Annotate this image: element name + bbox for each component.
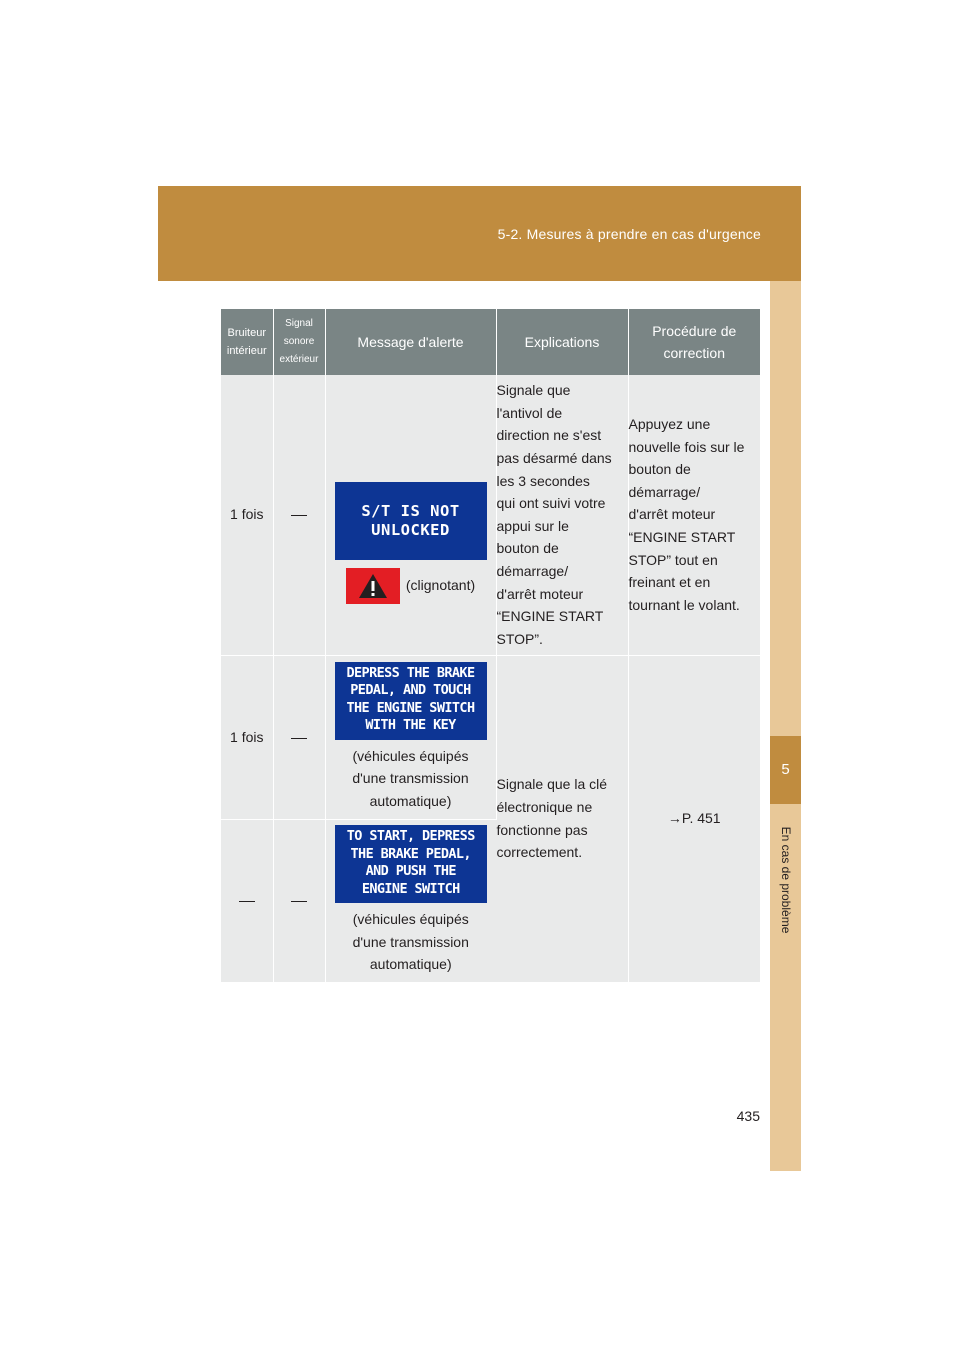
header-interior-line2: intérieur bbox=[226, 345, 267, 357]
explanation-line: pas désarmé dans bbox=[496, 449, 612, 466]
header-explanation: Explications bbox=[496, 309, 628, 375]
dash-mark bbox=[291, 738, 307, 739]
shared-explanation-cell bbox=[496, 655, 628, 982]
procedure-line: tournant le volant. bbox=[628, 596, 740, 613]
dash-mark bbox=[291, 515, 307, 516]
lcd-line: DEPRESS THE BRAKE bbox=[346, 664, 475, 681]
message-cell bbox=[325, 819, 496, 982]
table-row bbox=[221, 375, 760, 655]
interior-count: 1 fois bbox=[221, 655, 273, 819]
procedure-line: démarrage/ bbox=[628, 483, 701, 500]
procedure-line: freinant et en bbox=[628, 574, 711, 591]
explanation-line: Signale que la clé bbox=[496, 776, 608, 793]
lcd-line: UNLOCKED bbox=[371, 520, 450, 539]
header-procedure bbox=[628, 309, 760, 375]
exterior-none bbox=[273, 819, 325, 982]
lcd-line: THE ENGINE SWITCH bbox=[346, 699, 475, 716]
explanation-line: appui sur le bbox=[496, 517, 569, 534]
header-message: Message d'alerte bbox=[325, 309, 496, 375]
side-thumb-tab bbox=[770, 281, 801, 1171]
explanation-line: électronique ne bbox=[496, 798, 593, 815]
warning-indicator bbox=[326, 568, 496, 604]
header-exterior-line1: Signal bbox=[285, 318, 313, 329]
explanation-line: qui ont suivi votre bbox=[496, 495, 606, 512]
header-interior-buzzer bbox=[221, 309, 273, 375]
chapter-header-band bbox=[158, 186, 801, 281]
lcd-line: AND PUSH THE bbox=[365, 863, 456, 880]
table-row bbox=[221, 655, 760, 819]
explanation-line: STOP”. bbox=[496, 630, 543, 647]
table-header-row bbox=[221, 309, 760, 375]
alert-table bbox=[221, 309, 760, 983]
blinking-note: (clignotant) bbox=[405, 577, 476, 594]
note-line: (véhicules équipés bbox=[352, 911, 469, 928]
lcd-line: WITH THE KEY bbox=[365, 717, 456, 734]
dash-mark bbox=[291, 901, 307, 902]
header-exterior-signal bbox=[273, 309, 325, 375]
header-exterior-line2: sonore bbox=[283, 336, 315, 347]
vehicle-note bbox=[326, 745, 496, 813]
procedure-line: Appuyez une bbox=[628, 416, 711, 433]
lcd-message-display bbox=[335, 482, 487, 560]
explanation-line: direction ne s'est bbox=[496, 427, 602, 444]
message-cell bbox=[325, 655, 496, 819]
lcd-message-display bbox=[335, 825, 487, 903]
explanation-line: les 3 secondes bbox=[496, 472, 590, 489]
note-line: automatique) bbox=[369, 956, 452, 973]
header-exterior-line3: extérieur bbox=[279, 354, 319, 365]
chapter-number: 5 bbox=[770, 736, 801, 804]
lcd-line: ENGINE SWITCH bbox=[361, 880, 460, 897]
explanation-line: l'antivol de bbox=[496, 404, 563, 421]
explanation-cell bbox=[496, 375, 628, 655]
exterior-none bbox=[273, 375, 325, 655]
procedure-line: “ENGINE START bbox=[628, 529, 736, 546]
explanation-line: fonctionne pas bbox=[496, 821, 588, 838]
dash-mark bbox=[239, 901, 255, 902]
lcd-message-display bbox=[335, 662, 487, 740]
header-procedure-line2: correction bbox=[663, 345, 725, 361]
lcd-line: THE BRAKE PEDAL, bbox=[350, 845, 471, 862]
note-line: (véhicules équipés bbox=[352, 747, 469, 764]
explanation-line: correctement. bbox=[496, 844, 583, 861]
interior-count: 1 fois bbox=[221, 375, 273, 655]
explanation-line: Signale que bbox=[496, 382, 571, 399]
interior-none bbox=[221, 819, 273, 982]
page-number: 435 bbox=[736, 1108, 760, 1124]
chapter-title: En cas de problème bbox=[779, 826, 793, 934]
header-interior-line1: Bruiteur bbox=[227, 327, 267, 339]
procedure-line: nouvelle fois sur le bbox=[628, 438, 745, 455]
explanation-line: “ENGINE START bbox=[496, 608, 604, 625]
page-reference-link[interactable]: →P. 451 bbox=[667, 810, 721, 827]
procedure-line: d'arrêt moteur bbox=[628, 506, 716, 523]
lcd-line: TO START, DEPRESS bbox=[346, 828, 475, 845]
procedure-cell bbox=[628, 375, 760, 655]
procedure-line: STOP” tout en bbox=[628, 551, 718, 568]
section-title: 5-2. Mesures à prendre en cas d'urgence bbox=[497, 226, 761, 242]
explanation-line: bouton de bbox=[496, 540, 559, 557]
vehicle-note bbox=[326, 908, 497, 976]
warning-triangle-icon bbox=[346, 568, 400, 604]
message-cell bbox=[325, 375, 496, 655]
shared-procedure-cell bbox=[628, 655, 760, 982]
explanation-line: démarrage/ bbox=[496, 562, 569, 579]
lcd-line: PEDAL, AND TOUCH bbox=[350, 682, 471, 699]
procedure-line: bouton de bbox=[628, 461, 691, 478]
lcd-line: S/T IS NOT bbox=[361, 501, 460, 520]
note-line: d'une transmission bbox=[352, 770, 469, 787]
header-procedure-line1: Procédure de bbox=[652, 323, 737, 339]
warning-triangle-svg bbox=[358, 573, 388, 599]
explanation-line: d'arrêt moteur bbox=[496, 585, 584, 602]
note-line: d'une transmission bbox=[352, 933, 469, 950]
exterior-none bbox=[273, 655, 325, 819]
note-line: automatique) bbox=[369, 792, 452, 809]
